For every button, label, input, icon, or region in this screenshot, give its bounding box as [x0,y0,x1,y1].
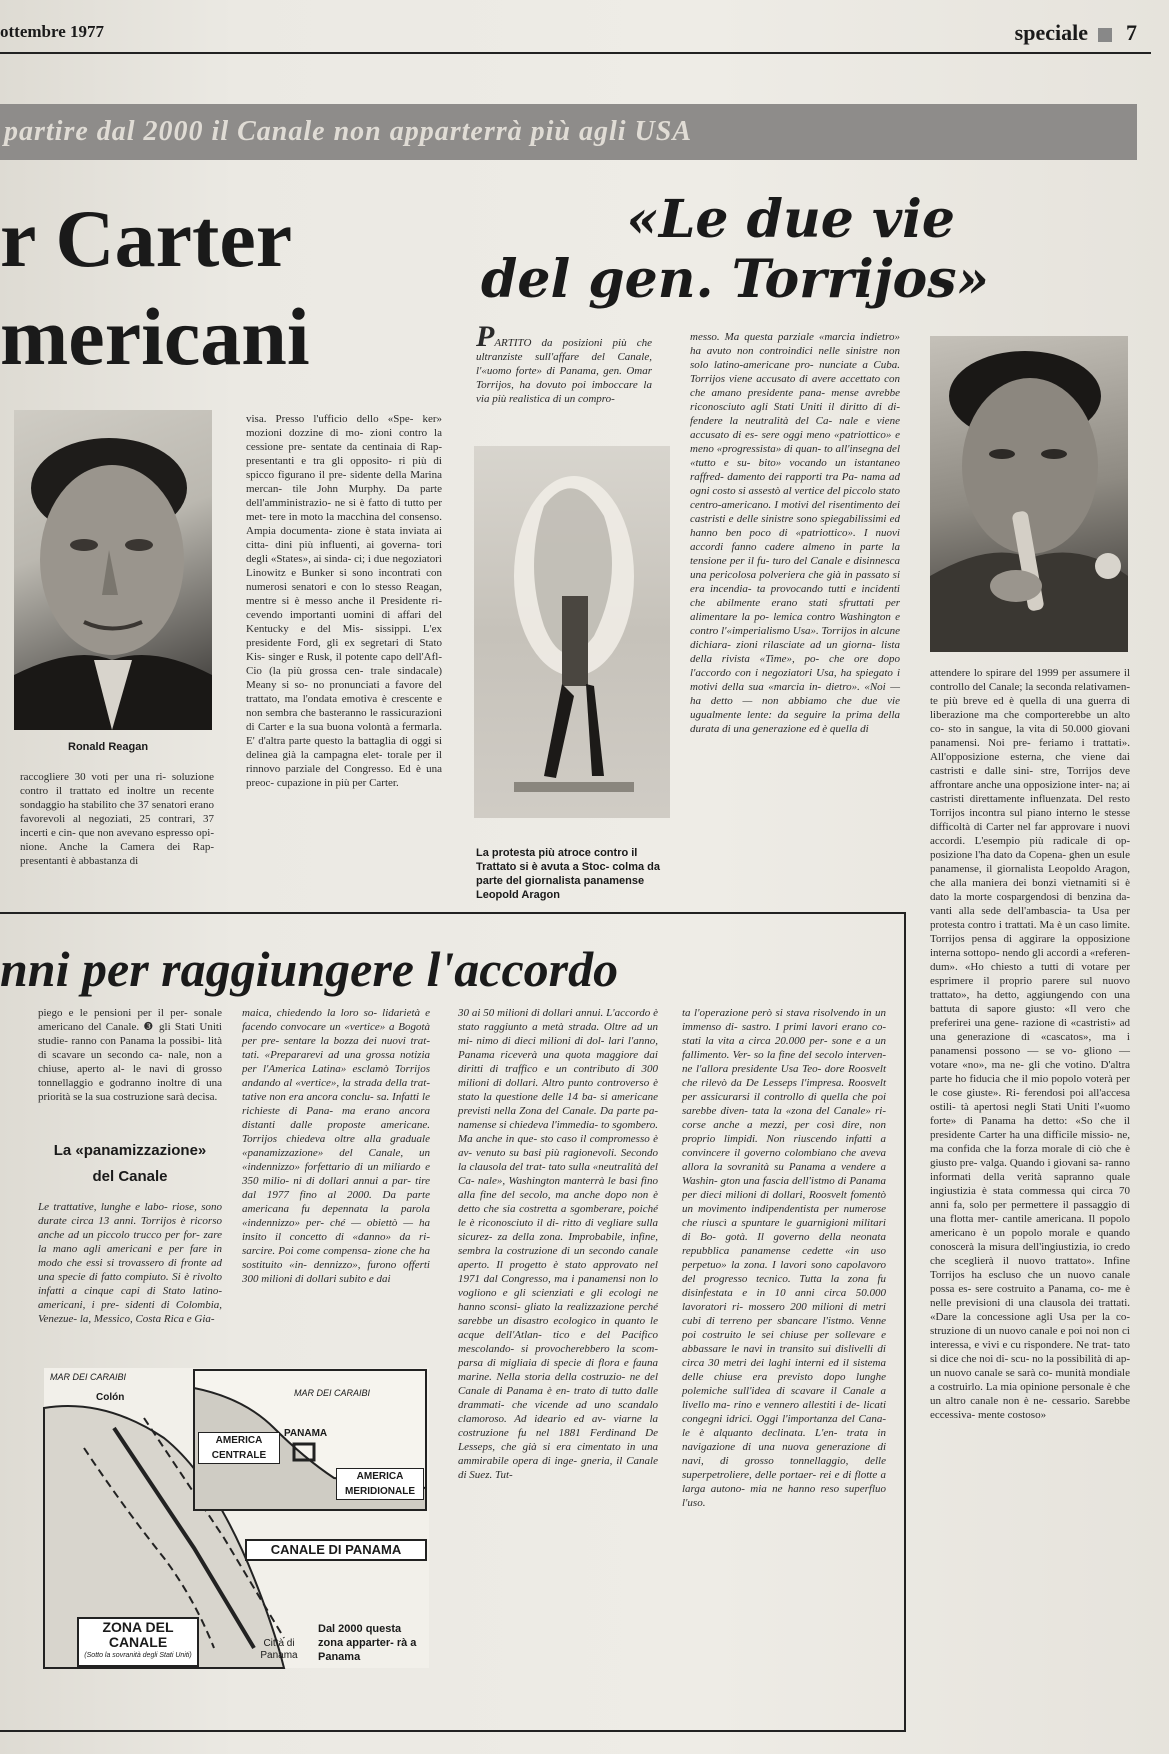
protest-photo [474,446,670,818]
right-headline-line2: del gen. Torrijos» [481,249,989,310]
left-headline-line2: mericani [0,291,310,382]
protest-caption: La protesta più atroce contro il Trattato si è avuta a Stoc- colma da parte del giornalista panamense Leopold Aragon [476,847,661,901]
zone-title: ZONA DEL CANALE [102,1619,174,1650]
page-number: 7 [1126,20,1137,45]
inset-panama-label: PANAMA [284,1428,328,1439]
map-sea-label: MAR DEI CARAIBI [50,1372,127,1382]
header-rule [0,52,1151,54]
right-article-intro: PARTITO da posizioni più che ultranziste sull'affare del Canale, l'«uomo forte» di Panama, gen. Omar Torrijos, ha dovuto poi imboccare la via più realistica di un compro- [476,320,652,405]
reagan-photo [14,410,212,730]
inset-central-america-label: AMERICA CENTRALE [198,1432,280,1464]
section-header [1015,20,1137,46]
right-article-col2: messo. Ma questa parziale «marcia indietro» ha avuto non controindici nelle sinistre non solo latino-americane pro- nunciate a Cuba. Torrijos viene accusato di avere accettato con che amano presidente pana- mense avrebbe riconosciuto agli Stati Uniti il diritto di di- fendere la neutralità del Ca- nale e viene accusato di es- sere oggi meno «patriottico» e meno «progressista» di quan- to all'insegna del «tutto e su- bito» vocando un istantaneo raffred- damento dei rapporti tra Pa- nama ad ogni costo si assestò al vertice del piccolo stato centro-americano. I motivi del risentimento dei castristi e delle sinistre sono spiegabilissimi ed hanno ben poco di «patriottico». I nuovi accordi fanno cadere almeno in parte la tensione per il fu- turo del Canale e disinnesca una pericolosa polveriera che già in passato si era incendia- ta provocando tutti e incidenti che abilmente erano stati sfruttati per alimentare la po- lemica contro Washington e contro l'«imperialismo Usa». Torrijos in alcune dichiara- zioni rilasciate ad un giorna- lista della rivista «Time», po- che ore dopo l'accordo con i negoziatori Usa, ha spiegato i motivi della sua «marcia in- dietro». «Noi — ha detto — non abbiamo che due vie ugualmente lente: da seguire la prima della durata di una generazione ed è quella di [690,331,900,735]
reagan-portrait-image [14,410,212,730]
box-col2: maica, chiedendo la loro so- lidarietà e facendo convocare un «vertice» a Bogotà per pre- sentare la bozza dei nuovi trat- tati. «Prepararevi ad una grossa notizia per l'America Latina» esclamò Torrijos andando al «vertice», la strada della trat- tative non era ancora conclu- sa. Infatti le richieste di Pana- ma erano ancora distanti dalle proposte americane. Torrijos chiedeva oltre alla graduale «panamizzazione» del Canale, un «indennizzo» forfettario di un miliardo e 350 milio- ni di dollari annui a par- tire dal 1977 fino al 2000. Da parte americana fu depennata la parola «indennizzo» per- ché — obiettò — ha insito il concetto di «danno» da ri- sarcire. Poi come compensa- zione che ha sostituito «in- dennizzo», furono offerti 300 milioni di dollari subito e dai [242,1007,430,1285]
left-article-col1: raccogliere 30 voti per una ri- soluzione contro il trattato ed inoltre un recente sondaggio ha stabilito che 37 senatori erano favorevoli al negoziati, 25 contrari, 37 incerti e cin- que non avevano espresso opi- nione. Anche la Camera dei Rap- presentanti è abbastanza di [20,771,214,867]
reagan-caption: Ronald Reagan [68,741,149,753]
box-col1-body: Le trattative, lunghe e labo- riose, sono durate circa 13 anni. Torrijos è ricorso anche ad un piccolo trucco per for- zare la mano agli americani e per fare in modo che essi si trovassero di fronte ad una specie di fatto compiuto. Si è rivolto infatti a cinque capi di Stato latino-americani, i pre- sidenti di Colombia, Venezue- la, Messico, Costa Rica e Gia- [38,1201,222,1325]
left-article-col2: visa. Presso l'ufficio dello «Spe- ker» mozioni dozzine di mo- zioni contro la cessione pre- sentate da centinaia di Rap- presentanti e tra gli opposito- ri più di spicco figurano il pre- sidente della Marina mercan- tile John Murphy. Da parte dell'amministrazio- ne si è fatto di tutto per met- tere in moto la macchina del consenso. Ampia documenta- zione è stata inviata ai citta- dini più influenti, ai governa- tori degli «States», ai sinda- ci; i due negoziatori Linowitz e Bunker si sono incontrati con numerosi senatori e con lo stesso Reagan, mentre si è messo anche il Presidente ri- cevendo importanti uomini di affari del Kentucky e del Mis- sissippi. L'ex presidente Ford, gli ex segretari di Stato Kis- singer e Rusk, il potente capo dell'Afl-Cio (la più grossa cen- trale sindacale) Meany si so- no pronunciati a favore del trattato, ma l'ondata emotiva è crescente e non sembra che basteranno le rassicurazioni di Carter e la sua buona volontà a fermarla. E' d'altra parte questo la battaglia di oggi si delinea già la campagna elet- torale per il rinnovo parziale del Congresso. Ed è una preoc- cupazione in più per Carter. [246,413,442,789]
right-article-col3: attendere lo spirare del 1999 per assumere il controllo del Canale; la seconda relativamen- te più breve ed è quella di una guerra di liberazione ma che comporterebbe un alto co- sto in sangue, la vita di 50.000 giovani panamensi. Noi pre- feriamo i trattati». All'opposizione esterna, che viene dai castristi e dalle sini- stre, Torrijos deve affrontare anche una opposizione inter- na; ai castristi direttamente influenzata. Del resto Torrijos incontra sul piano interno le stesse difficoltà di Carter nel far approvare i nuovi accordi. L'esempio più radicale di op- posizione l'ha dato da Copena- ghen un esule panamense, il giornalista Leopoldo Aragon, che alla maniera dei bonzi vietnamiti si è dato la morte cospargendosi di benzina da- vanti alla sede dell'ambascia- ta Usa per protesta contro i trattati. Ma è un caso limite. Torrijos pensa di aggirare la opposizione interna sottopo- nendo gli accordi a «referen- dum». «Ho chiesto a tutti di votare per esprimere il proprio parere sul nuovo trattato», ha detto, aggiungendo con una battuta di sapore giusto: «Il vero che preferirei una gene- razione di «castristi» ad una generazione di «cascatos», ma i panamensi possono — se vo- gliono — votare «no», ma ne- gli che votino. D'altra parte ho fiducia che il mio popolo voterà per le cose giuste». Ri- ferendosi poi all'accesa ostili- tà apertosi negli Stati Uniti l'«uomo forte» di Panama ha detto: «So che il presidente Carter ha una difficile missio- ne, ma confida che la forza morale di ciò che è giusto pre- valga. Quando i giovani sa- ranno informati della verità sapranno quale ingiustizia è stata commessa qui circa 70 anni fa, solo per permettere il passaggio di una flotta mer- cantile americana. Il popolo americano è un popolo morale e quando conoscerà la misura dell'ingiustizia, io credo che sceglierà il nuovo trattato». Infine Torrijos ha escluso che un nuovo canale possa es- sere costruito a Panama, co- me è nelle previsioni di una clausola dei trattati. «Dare la concessione agli Usa per la co- struzione di un nuovo canale e poi noi non ci interessa, e vivi e cu rispondere. Ne trat- tato si dice che noi di- scu- no la possibilità di ap- un nuovo canale se sarà co- munità mondiale a costruirlo. La mia opinione personale è che un altro canale non è ne- cessario. Sarebbe eccessiva- mente costoso» [930,667,1130,1421]
section-name: speciale [1014,20,1088,45]
map-title: CANALE DI PANAMA [270,1542,402,1557]
right-headline-line1: «Le due vie [626,189,955,250]
map-colon-label: Colón [96,1392,125,1403]
box-col3: 30 ai 50 milioni di dollari annui. L'accordo è stato raggiunto a metà strada. Oltre ad un mi- nimo di dieci milioni di dol- lari l'anno, Panama riceverà una quota maggiore dai diritti di traffico e un contributo di 300 milioni di dollari. Altro punto controverso è stato la questione delle 14 ba- si americane previsti nella Zona del Canale. Da parte pa- namense si chiedeva l'immedia- to sgombero. Ma anche in que- sto caso il compromesso è av- venuto su basi più ragionevoli. Secondo la clausola del trat- tato sulla «neutralità del Ca- nale», Washington manterrà le basi fino alla fine del secolo, ma anche dopo non è detto che sia costretta a sgomberare, poiché le è riconosciuto il di- ritto di vegliare sulla sicurez- za della zona. Improbabile, infine, sembra la costruzione di un secondo canale aperto. Il progetto è stato approvato nel 1971 dal Congresso, ma i panamensi non lo vogliono e gli scienziati e gli ecologi ne hanno sconsi- gliato la realizzazione perché sarebbe un disastro ecologico in quanto le acque dell'Atlan- tico e del Pacifico mescolando- si provocherebbero la scom- parsa di migliaia di specie di flora e fauna marine. Nella storia della costruzio- ne del Canale di Panama è en- trato di tutto dalle drammati- che vicende ad uno scandalo clamoroso. Ad ideario ed av- viarne la costruzione fu nel 1881 Ferdinand De Lesseps, che già si era cimentato in una ammirabile opera di inge- gneria, il Canale di Suez. Tut- [458,1007,658,1481]
city-panama-label: Città di Panama [260,1638,298,1661]
box-headline: nni per raggiungere l'accordo [0,941,619,997]
map-caption: Dal 2000 questa zona apparter- rà a Panama [318,1623,417,1663]
box-col1-intro: piego e le pensioni per il per- sonale americano del Canale. ❸ gli Stati Uniti studie- ranno con Panama la possibi- lità di scavare un secondo ca- nale, non a chiuse, aperto al- le navi di grosso tonnellaggio e godranno inoltre di una priorità se la sua costruzione sarà decisa. [38,1007,222,1103]
protest-image [474,446,670,818]
left-headline-line1: r Carter [0,193,293,284]
section-square-icon [1098,28,1112,42]
banner-text: partire dal 2000 il Canale non apparterrà più agli USA [4,116,692,147]
inset-sea-label: MAR DEI CARAIBI [294,1388,371,1398]
banner [0,104,1137,160]
inset-south-america-label: AMERICA MERIDIONALE [336,1468,424,1500]
zone-subtitle: (Sotto la sovranità degli Stati Uniti) [84,1652,192,1659]
box-subhead-line1: La «panamizzazione» [53,1142,207,1159]
torrijos-photo [930,336,1128,652]
box-subhead-line2: del Canale [92,1168,168,1185]
issue-date: ottembre 1977 [0,22,105,41]
box-col4: ta l'operazione però si stava risolvendo in un immenso di- sastro. I primi lavori erano co- stati la vita a circa 20.000 per- sone e a un fallimento. Ver- so la fine del secolo interven- ne l'allora presidente Usa Teo- dore Roosvelt che rilevò da De Lesseps l'impresa. Roosvelt per assicurarsi il controllo di quella che poi sarebbe diven- tata la «zona del Canale» ri- corse anche a mezzi, per così dire, non proprio limpidi. Non riuscendo infatti a convincere il governo colombiano che aveva allora la sovranità su Panama a vendere a Washin- gton una fascia dell'istmo di Panama per dieci milioni di dollari, Roosvelt fomentò un movimento indipendentista per numerose che riuscì a spuntare le guarnigioni militari di Bo- gotà. Il governo della neonata repubblica panamense cedette «in uso perpetuo» la zona. I lavori sono capolavoro del progresso tecnico. Tutta la zona fu disinfestata e in 10 anni circa 50.000 lavoratori ri- mossero 200 milioni di metri cubi di terreno per sbancare l'istmo. Venne poi costruito le sei chiuse per sollevare e abbassare le navi in transito sui dislivelli di circa 30 metri dei laghi interni ed il sistema delle chiuse era previsto dopo lunghe polemiche sull'idea di scavare il Canale a livello ma- rino e vennero allestiti i de- licati congegni idrici. Oggi l'importanza del Cana- le è alquanto declinata. L'en- trata in navigazione di una nuova generazione di navi, di grosso tonnellaggio, delle superpetroliere, delle portaer- rei e di flotte a larga autono- mia ne hanno reso superfluo l'uso. [682,1007,886,1509]
torrijos-portrait-image [930,336,1128,652]
